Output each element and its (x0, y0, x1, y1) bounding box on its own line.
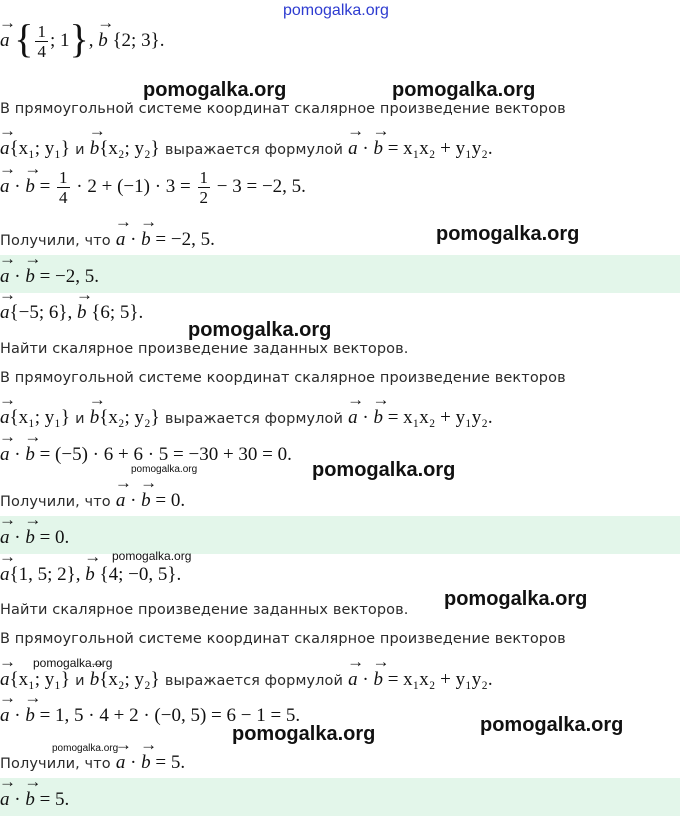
answer-line: a → · b → = 5. (0, 785, 69, 811)
watermark: pomogalka.org (143, 79, 287, 101)
watermark: pomogalka.org (52, 743, 119, 754)
statement-text: В прямоугольной системе координат скалярное произведение векторов (0, 370, 566, 386)
watermark: pomogalka.org (33, 656, 113, 670)
watermark: pomogalka.org (480, 714, 624, 736)
watermark: pomogalka.org (436, 223, 580, 245)
answer-highlight (0, 778, 680, 816)
answer-highlight (0, 255, 680, 293)
calculation-line: a → · b → = (−5) · 6 + 6 · 5 = −30 + 30 = 0. (0, 440, 292, 466)
calculation-line: a → · b → = $\frac{1}{4}$ · 2 + (−1) · 3 = $\frac{1}{2}$ − 3 = −2, 5. (0, 168, 306, 207)
problem1-vectors: a → { $\frac{1}{4}$ ; 1}, b → {2; 3}. (0, 22, 164, 61)
task-text: Найти скалярное произведение заданных векторов. (0, 602, 409, 618)
result-line: Получили, что a → · b → = −2, 5. (0, 225, 215, 251)
result-line: Получили, что a → · b → = 0. (0, 486, 185, 512)
answer-highlight (0, 516, 680, 554)
watermark: pomogalka.org (283, 2, 389, 19)
answer-line: a → · b → = 0. (0, 523, 69, 549)
problem3-vectors: a →{1, 5; 2}, b → {4; −0, 5}. (0, 560, 181, 586)
watermark: pomogalka.org (392, 79, 536, 101)
watermark: pomogalka.org (312, 459, 456, 481)
result-line: Получили, что a → · b → = 5. (0, 748, 185, 774)
watermark: pomogalka.org (188, 319, 332, 341)
formula-line: a →{x₁; y₁} и b →{x₂; y₂} выражается формулой a → · b → = x₁x₂ + y₁y₂. (0, 665, 493, 691)
problem2-vectors: a →{−5; 6}, b → {6; 5}. (0, 298, 143, 324)
task-text: Найти скалярное произведение заданных векторов. (0, 341, 409, 357)
formula-line: a →{x₁; y₁} и b →{x₂; y₂} выражается формулой a → · b → = x₁x₂ + y₁y₂. (0, 134, 493, 160)
watermark: pomogalka.org (131, 464, 198, 475)
formula-line: a →{x₁; y₁} и b →{x₂; y₂} выражается формулой a → · b → = x₁x₂ + y₁y₂. (0, 403, 493, 429)
answer-line: a → · b → = −2, 5. (0, 262, 99, 288)
statement-text: В прямоугольной системе координат скалярное произведение векторов (0, 631, 566, 647)
calculation-line: a → · b → = 1, 5 · 4 + 2 · (−0, 5) = 6 − 1 = 5. (0, 701, 300, 727)
watermark: pomogalka.org (232, 723, 376, 745)
statement-text: В прямоугольной системе координат скалярное произведение векторов (0, 101, 566, 117)
watermark: pomogalka.org (444, 588, 588, 610)
fraction: $\frac{1}{4}$ (37, 22, 46, 61)
watermark: pomogalka.org (112, 549, 192, 563)
